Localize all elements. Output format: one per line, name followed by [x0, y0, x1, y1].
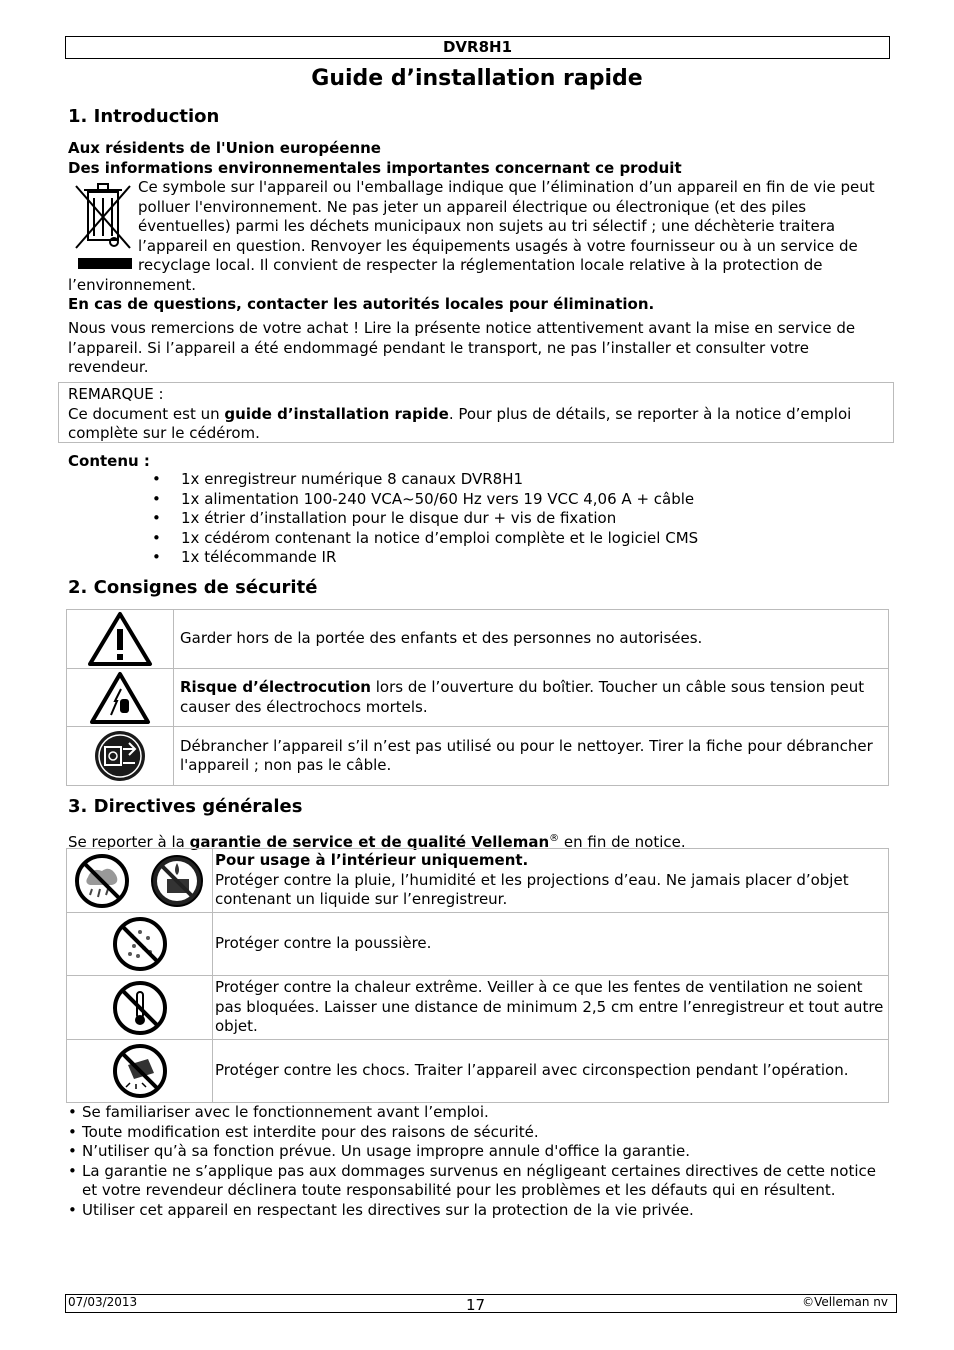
model-name: DVR8H1	[442, 38, 513, 56]
table-row	[67, 669, 889, 727]
safety-text-body: Garder hors de la portée des enfants et des personnes no autorisées.	[180, 629, 703, 648]
directive-text-body: Protéger contre la chaleur extrême. Veiller à ce que les fentes de ventilation ne soient pas bloquées. Laisser une distance de minimum 2,5 cm entre l’enregistreur et tout autre objet.	[215, 978, 884, 1036]
intro-heading: 1. Introduction	[68, 106, 220, 127]
directive-text	[213, 913, 889, 976]
weee-bin-icon	[68, 178, 138, 274]
general-table	[66, 848, 889, 1103]
warning-triangle-icon	[67, 610, 174, 669]
table-row	[67, 610, 889, 669]
general-heading: 3. Directives générales	[68, 796, 303, 817]
page-footer	[65, 1294, 897, 1313]
footer-date: 07/03/2013	[68, 1295, 138, 1309]
remark-text-post: . Pour plus de détails, se reporter à la notice d’emploi complète sur le cédérom.	[68, 404, 852, 442]
no-liquid-icon	[149, 853, 205, 909]
safety-heading: 2. Consignes de sécurité	[68, 577, 318, 598]
list-item: • Se familiariser avec le fonctionnement avant l’emploi.	[68, 1103, 888, 1123]
unplug-icon	[67, 727, 174, 786]
safety-text-body: lors de l’ouverture du boîtier. Toucher un câble sous tension peut causer des électrochocs mortels.	[180, 678, 865, 716]
general-intro-bold: garantie de service et de qualité Velleman	[189, 833, 550, 851]
list-item: • Toute modification est interdite pour des raisons de sécurité.	[68, 1123, 888, 1143]
contents-list	[150, 470, 698, 568]
no-rain-icon	[74, 853, 130, 909]
directive-text	[213, 1040, 889, 1103]
directive-text	[213, 849, 889, 913]
electrocution-hazard-icon	[67, 669, 174, 727]
no-shock-icon	[67, 1040, 213, 1103]
list-item: • 1x étrier d’installation pour le disque dur + vis de fixation	[150, 509, 698, 529]
env-heading: Des informations environnementales importantes concernant ce produit	[68, 159, 682, 177]
safety-text	[174, 669, 889, 727]
general-intro-pre: Se reporter à la	[68, 833, 190, 851]
page-title: Guide d’installation rapide	[311, 66, 643, 91]
registered-mark: ®	[549, 833, 560, 844]
safety-text	[174, 610, 889, 669]
table-row	[67, 913, 889, 976]
no-heat-icon	[67, 976, 213, 1040]
footer-copyright: ©Velleman nv	[802, 1295, 888, 1309]
thanks-paragraph: Nous vous remercions de votre achat ! Lire la présente notice attentivement avant la mise en service de l’appareil. Si l’appareil a été endommagé pendant le transport, ne pas l’installer et consulter votre revendeur.	[68, 319, 856, 376]
questions-text: En cas de questions, contacter les autorités locales pour élimination.	[68, 295, 655, 313]
eu-heading: Aux résidents de l'Union européenne	[68, 139, 381, 157]
remark-box	[58, 382, 894, 443]
table-row	[67, 1040, 889, 1103]
env-text: Ce symbole sur l'appareil ou l'emballage indique que l’élimination d’un appareil en fin de vie peut polluer l'environnement. Ne pas jeter un appareil électrique ou électronique (et des piles éventuelles) parmi les déchets municipaux non sujets au tri sélectif ; une déchèterie traitera l’appareil en question. Renvoyer les équipements usagés à votre fournisseur ou à un service de recyclage local. Il convient de respecter la réglementation locale relative à la protection de l’environnement.	[68, 178, 875, 294]
safety-text-bold: Risque d’électrocution	[180, 678, 371, 696]
list-item: • N’utiliser qu’à sa fonction prévue. Un usage impropre annule d'office la garantie.	[68, 1142, 888, 1162]
remark-text	[68, 405, 884, 444]
list-item: • 1x cédérom contenant la notice d’emploi complète et le logiciel CMS	[150, 529, 698, 549]
list-item: • 1x alimentation 100-240 VCA~50/60 Hz vers 19 VCC 4,06 A + câble	[150, 490, 698, 510]
safety-table	[66, 609, 889, 786]
env-paragraph	[68, 178, 888, 295]
list-item: • Utiliser cet appareil en respectant les directives sur la protection de la vie privée.	[68, 1201, 888, 1221]
table-row	[67, 849, 889, 913]
list-item: • 1x enregistreur numérique 8 canaux DVR8H1	[150, 470, 698, 490]
no-dust-icon	[67, 913, 213, 976]
general-bullets	[68, 1103, 888, 1220]
safety-text-body: Débrancher l’appareil s’il n’est pas utilisé ou pour le nettoyer. Tirer la fiche pour débrancher l'appareil ; non pas le câble.	[180, 736, 873, 774]
directive-text-body: Protéger contre les chocs. Traiter l’appareil avec circonspection pendant l’opération.	[215, 1061, 849, 1080]
list-item: • La garantie ne s’applique pas aux dommages survenus en négligeant certaines directives de cette notice et votre revendeur déclinera toute responsabilité pour les problèmes et les défauts qui en résultent.	[68, 1162, 888, 1201]
directive-text-bold: Pour usage à l’intérieur uniquement.	[215, 851, 529, 870]
directive-text	[213, 976, 889, 1040]
contents-label: Contenu :	[68, 452, 150, 470]
page-number: 17	[466, 1296, 486, 1314]
document-header	[65, 36, 890, 59]
list-item: • 1x télécommande IR	[150, 548, 698, 568]
remark-label: REMARQUE :	[68, 385, 164, 403]
table-row	[67, 727, 889, 786]
indoor-use-icons	[67, 849, 213, 913]
general-intro-post: en fin de notice.	[559, 833, 686, 851]
table-row	[67, 976, 889, 1040]
remark-text-pre: Ce document est un	[68, 404, 225, 423]
safety-text	[174, 727, 889, 786]
directive-text-body: Protéger contre la pluie, l’humidité et les projections d’eau. Ne jamais placer d’objet contenant un liquide sur l’enregistreur.	[215, 870, 849, 909]
remark-text-bold: guide d’installation rapide	[224, 404, 449, 423]
directive-text-body: Protéger contre la poussière.	[215, 934, 432, 953]
